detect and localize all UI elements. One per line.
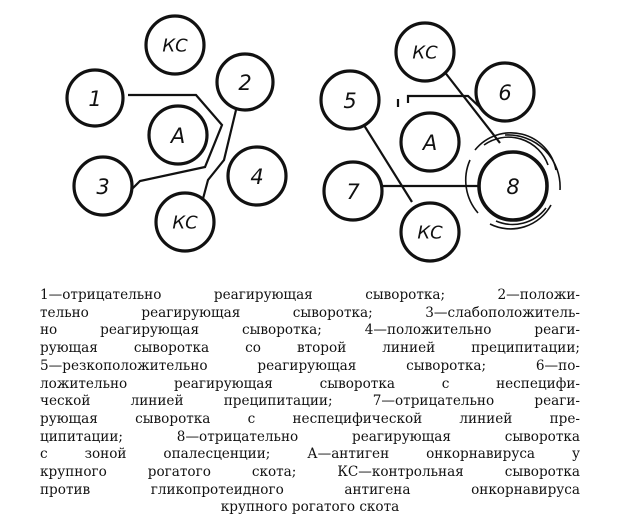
caption-line: с зоной опалесценции; А—антиген онкорнавируса у [40,446,580,463]
right-well-ks-bottom [401,203,459,261]
left-well-3-label: 3 [96,175,110,199]
caption-line: тельно реагирующая сыворотка; 3—слабоположитель- [40,304,580,321]
left-well-2 [217,54,273,110]
right-well-6 [476,63,534,121]
right-well-antigen-label: А [422,131,438,155]
right-well-5-label: 5 [343,89,357,113]
right-well-6-label: 6 [498,81,512,105]
right-well-7 [324,162,382,220]
left-well-antigen [149,106,207,164]
left-well-ks-bottom-label: КС [172,212,198,234]
caption-line: против гликопротеидного антигена онкорнавируса [40,481,580,498]
left-well-4 [228,147,286,205]
right-well-8-label: 8 [506,175,520,199]
left-well-ks-bottom [156,193,214,251]
right-well-ks-top-label: КС [412,42,438,64]
caption-line: но реагирующая сыворотка; 4—положительно реаги- [40,322,580,339]
caption-line: крупного рогатого скота; КС—контрольная сыворотка [40,464,580,481]
right-well-antigen [401,113,459,171]
caption-line: рующая сыворотка с неспецифической линией пре- [40,410,580,427]
right-well-7-label: 7 [346,180,360,204]
caption-line: ципитации; 8—отрицательно реагирующая сыворотка [40,428,580,445]
right-well-ks-bottom-label: КС [417,222,443,244]
caption-line: ческой линией преципитации; 7—отрицательно реаги- [40,393,580,410]
left-well-2-label: 2 [238,71,252,95]
left-well-3 [74,157,132,215]
right-well-5 [321,71,379,129]
left-plate [67,16,286,251]
right-well-8 [479,152,547,220]
figure-caption [40,287,580,517]
left-well-1 [67,70,123,126]
left-well-ks-top [146,16,204,74]
left-well-4-label: 4 [250,165,264,189]
right-plate [321,23,560,261]
right-well-ks-top [396,23,454,81]
caption-line: ложительно реагирующая сыворотка с неспецифи- [40,375,580,392]
caption-line: крупного рогатого скота [220,499,400,516]
caption-line: 1—отрицательно реагирующая сыворотка; 2—положи- [40,287,580,303]
caption-line: 5—резкоположительно реагирующая сыворотка; 6—по- [40,357,580,374]
left-well-1-label: 1 [88,87,102,111]
left-well-antigen-label: А [170,124,186,148]
caption-line: рующая сыворотка со второй линией преципитации; [40,340,580,357]
left-well-ks-top-label: КС [162,35,188,57]
